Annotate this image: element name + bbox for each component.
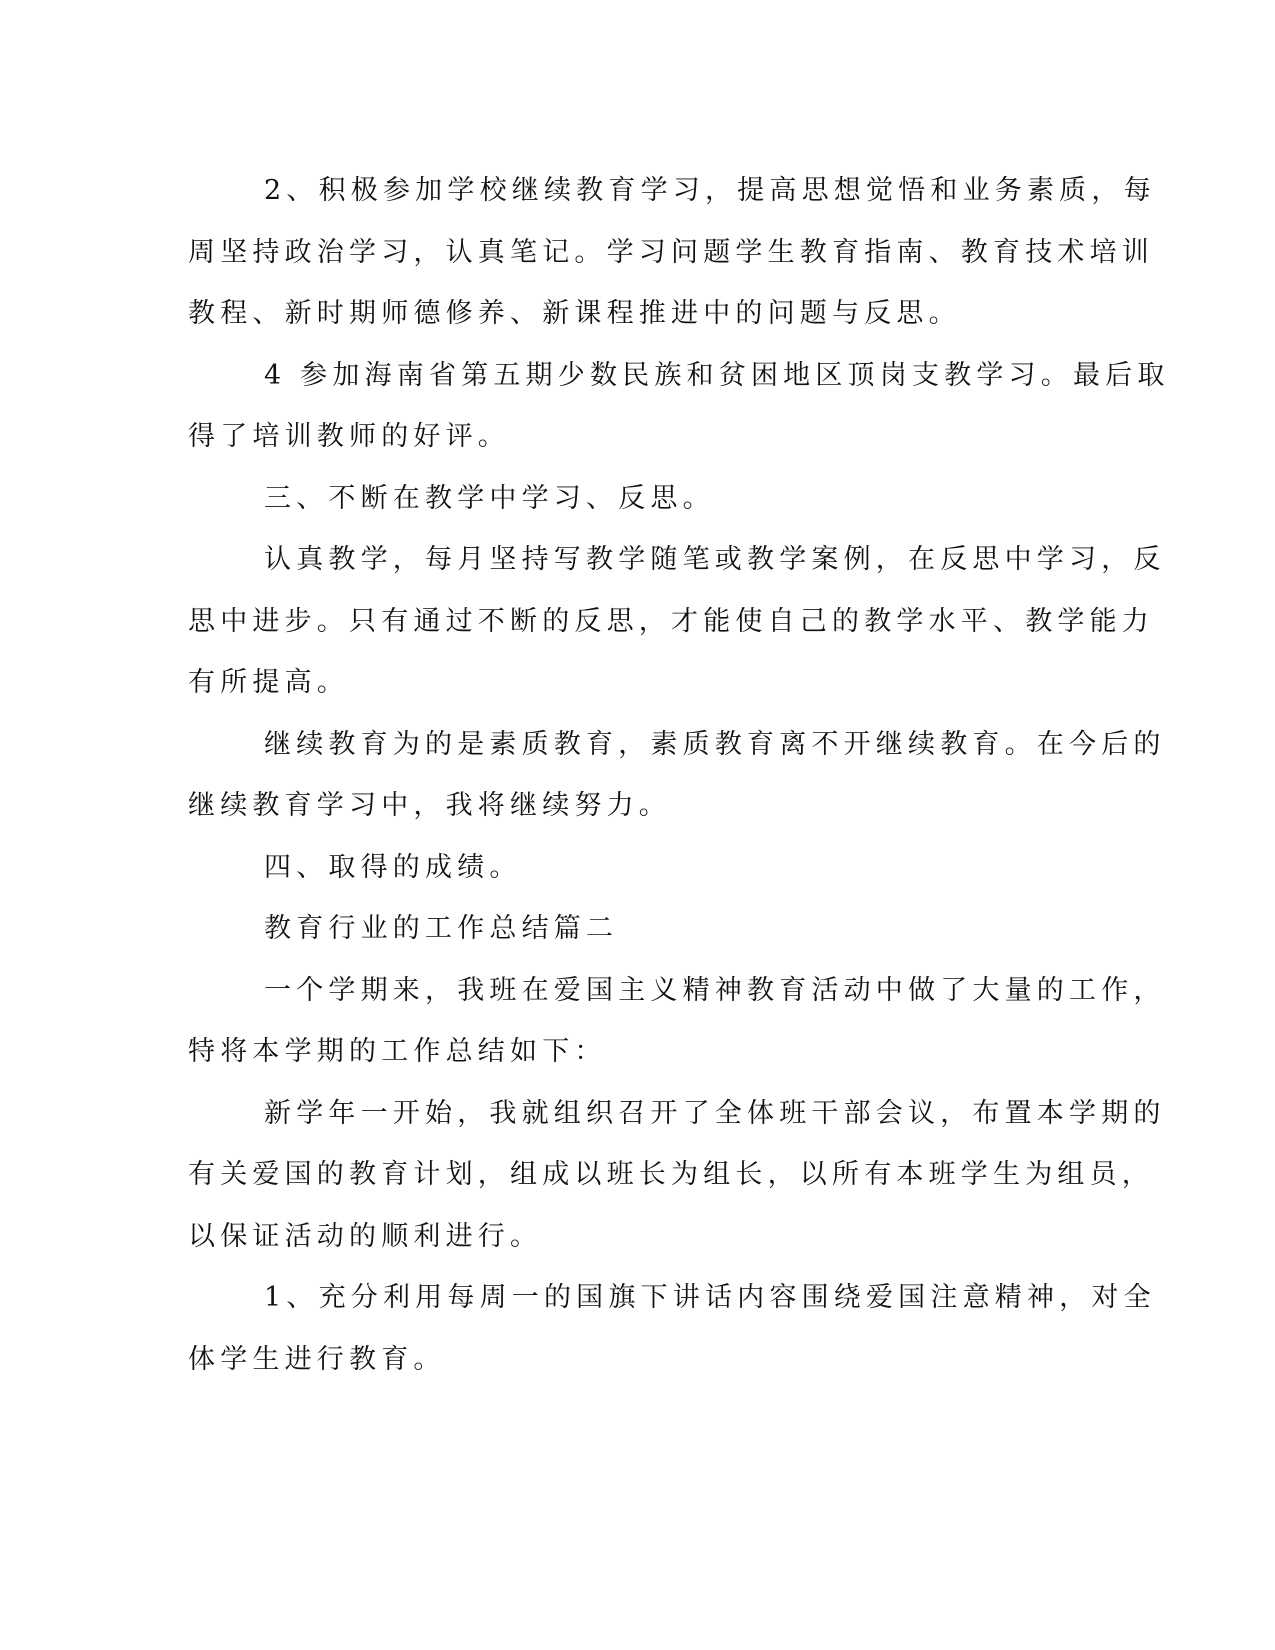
- text-line: 思中进步。只有通过不断的反思，才能使自己的教学水平、教学能力: [188, 605, 1154, 637]
- text-line: 体学生进行教育。: [188, 1343, 446, 1375]
- text-line: 2、积极参加学校继续教育学习，提高思想觉悟和业务素质，每: [264, 175, 1156, 206]
- document-body: [188, 160, 1170, 1390]
- text-line: 有关爱国的教育计划，组成以班长为组长，以所有本班学生为组员，: [188, 1159, 1154, 1190]
- text-line: 新学年一开始，我就组织召开了全体班干部会议，布置本学期的: [264, 1097, 1166, 1129]
- text-line: 教程、新时期师德修养、新课程推进中的问题与反思。: [188, 298, 961, 329]
- text-line: 特将本学期的工作总结如下：: [188, 1036, 607, 1067]
- text-line: 继续教育学习中，我将继续努力。: [188, 790, 671, 821]
- text-line: 有所提高。: [188, 667, 349, 698]
- text-line: 得了培训教师的好评。: [188, 421, 510, 452]
- article-title: 教育行业的工作总结篇二: [264, 913, 619, 944]
- text-line: 认真教学，每月坚持写教学随笔或教学案例，在反思中学习，反: [264, 544, 1166, 575]
- text-line: 继续教育为的是素质教育，素质教育离不开继续教育。在今后的: [264, 728, 1166, 760]
- text-line: 一个学期来，我班在爱国主义精神教育活动中做了大量的工作，: [264, 974, 1166, 1006]
- text-line: 以保证活动的顺利进行。: [188, 1220, 543, 1252]
- section-heading: 四、取得的成绩。: [264, 851, 522, 883]
- section-heading: 三、不断在教学中学习、反思。: [264, 482, 715, 514]
- text-line: 周坚持政治学习，认真笔记。学习问题学生教育指南、教育技术培训: [188, 236, 1154, 268]
- text-line: 1、充分利用每周一的国旗下讲话内容围绕爱国注意精神，对全: [264, 1282, 1156, 1313]
- text-line: 4 参加海南省第五期少数民族和贫困地区顶岗支教学习。最后取: [264, 359, 1170, 391]
